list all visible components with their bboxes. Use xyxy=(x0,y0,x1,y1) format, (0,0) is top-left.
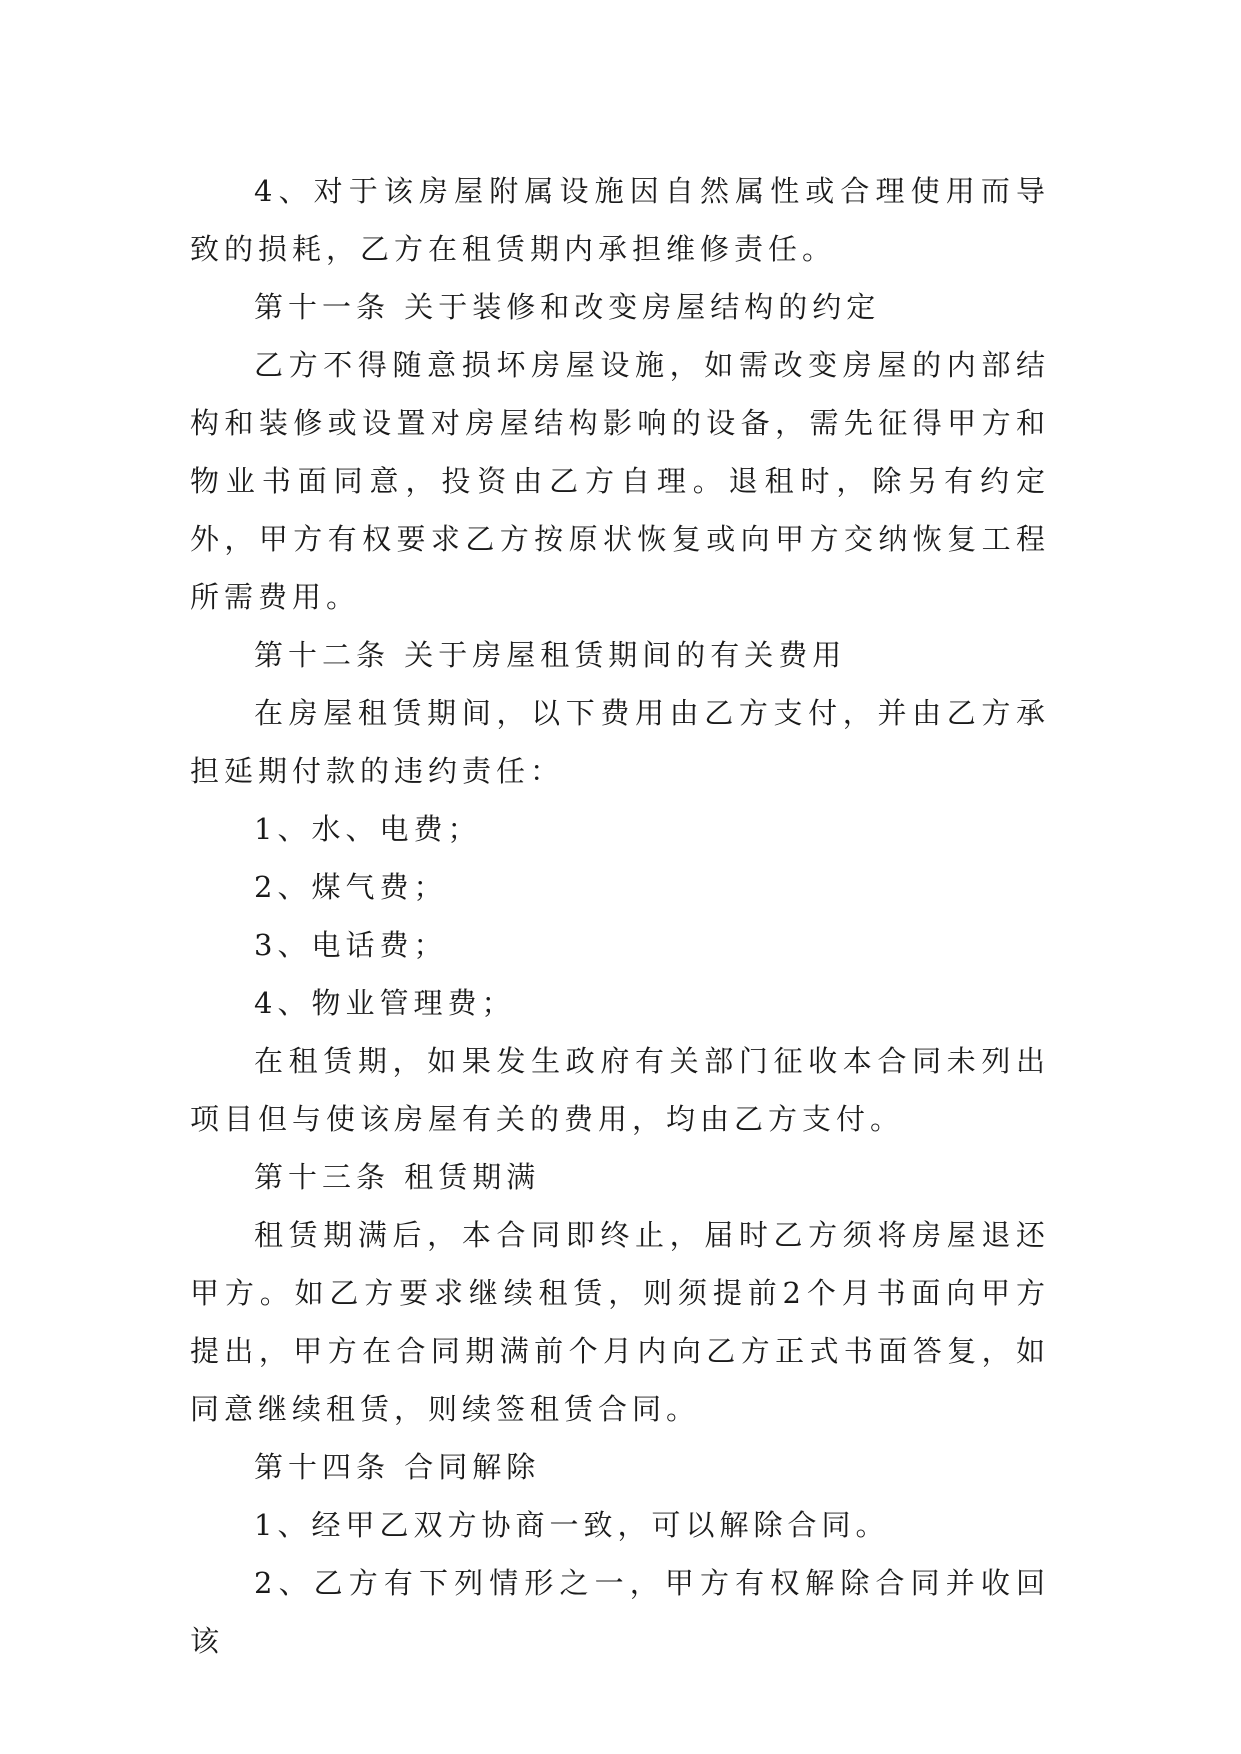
paragraph-government-fees: 在租赁期，如果发生政府有关部门征收本合同未列出项目但与使该房屋有关的费用，均由乙方支付。 xyxy=(190,1044,1050,1136)
paragraph-lease-expiry: 租赁期满后，本合同即终止，届时乙方须将房屋退还甲方。如乙方要求继续租赁，则须提前2个月书面向甲方提出，甲方在合同期满前个月内向乙方正式书面答复，如同意继续租赁，则续签租赁合同。 xyxy=(190,1218,1050,1426)
list-item-fee-3: 3、电话费； xyxy=(254,928,448,962)
list-item-fee-1: 1、水、电费； xyxy=(254,812,482,846)
document-body xyxy=(190,162,1050,1670)
heading-article-12: 第十二条 关于房屋租赁期间的有关费用 xyxy=(254,638,847,672)
heading-article-14: 第十四条 合同解除 xyxy=(254,1450,541,1484)
list-item-termination-2: 2、乙方有下列情形之一，甲方有权解除合同并收回该 xyxy=(190,1566,1050,1658)
paragraph-repair-duty: 4、对于该房屋附属设施因自然属性或合理使用而导致的损耗，乙方在租赁期内承担维修责任。 xyxy=(190,174,1050,266)
paragraph-fees-intro: 在房屋租赁期间，以下费用由乙方支付，并由乙方承担延期付款的违约责任： xyxy=(190,696,1050,788)
list-item-fee-2: 2、煤气费； xyxy=(254,870,448,904)
heading-article-13: 第十三条 租赁期满 xyxy=(254,1160,541,1194)
list-item-termination-1: 1、经甲乙双方协商一致，可以解除合同。 xyxy=(254,1508,890,1542)
paragraph-renovation: 乙方不得随意损坏房屋设施，如需改变房屋的内部结构和装修或设置对房屋结构影响的设备，需先征得甲方和物业书面同意，投资由乙方自理。退租时，除另有约定外，甲方有权要求乙方按原状恢复或向甲方交纳恢复工程所需费用。 xyxy=(190,348,1050,614)
heading-article-11: 第十一条 关于装修和改变房屋结构的约定 xyxy=(254,290,881,324)
list-item-fee-4: 4、物业管理费； xyxy=(254,986,516,1020)
